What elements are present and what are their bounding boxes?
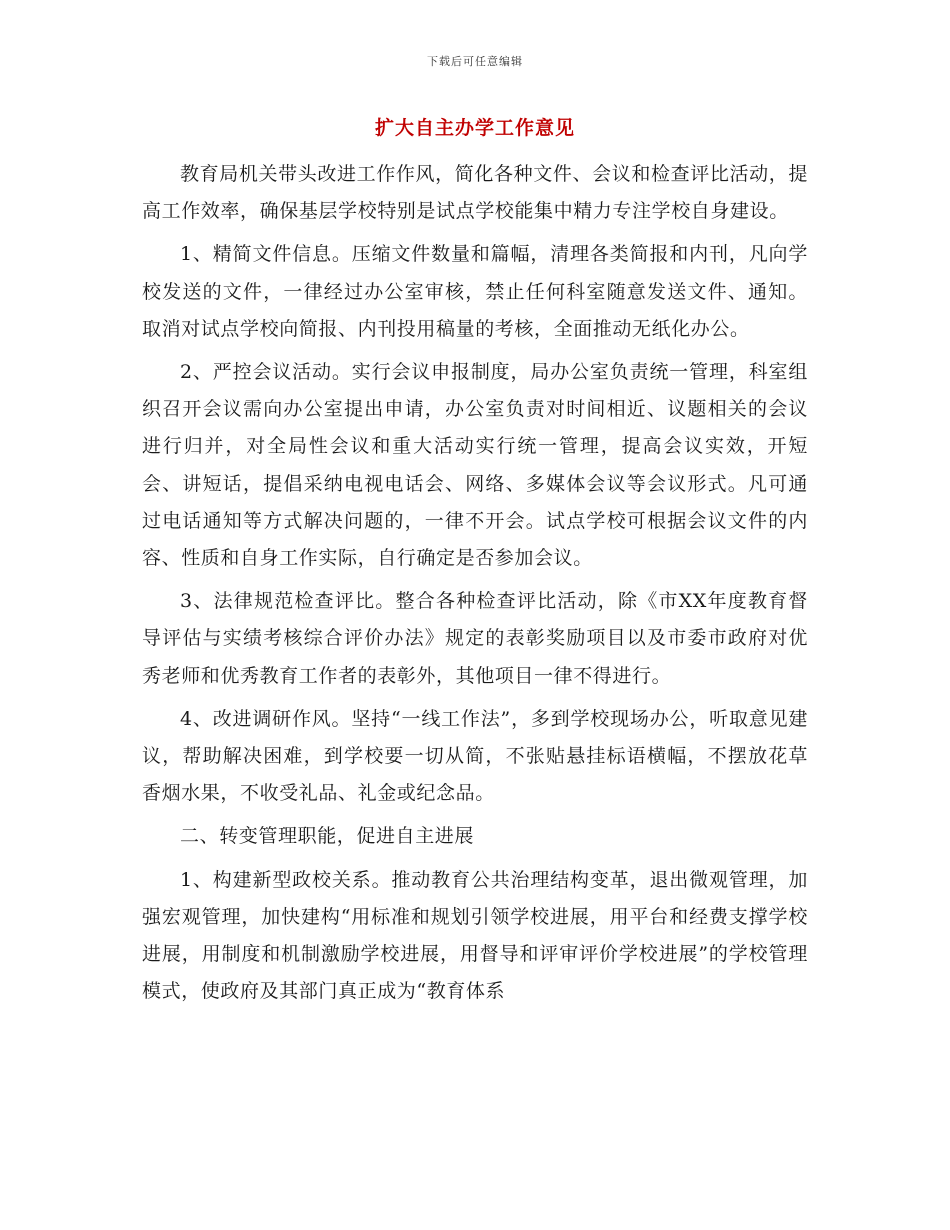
paragraph-streamline-documents: 1、精简文件信息。压缩文件数量和篇幅，清理各类简报和内刊，凡向学校发送的文件，一律经过办公室审核，禁止任何科室随意发送文件、通知。取消对试点学校向简报、内刊投用稿量的考核，全面推动无纸化办公。 — [142, 243, 808, 340]
paragraph-intro: 教育局机关带头改进工作作风，简化各种文件、会议和检查评比活动，提高工作效率，确保基层学校特别是试点学校能集中精力专注学校自身建设。 — [142, 163, 808, 223]
paragraph-control-meetings: 2、严控会议活动。实行会议申报制度，局办公室负责统一管理，科室组织召开会议需向办公室提出申请，办公室负责对时间相近、议题相关的会议进行归并，对全局性会议和重大活动实行统一管理，提高会议实效，开短会、讲短话，提倡采纳电视电话会、网络、多媒体会议等会议形式。凡可通过电话通知等方式解决问题的，一律不开会。试点学校可根据会议文件的内容、性质和自身工作实际，自行确定是否参加会议。 — [142, 361, 808, 570]
paragraph-new-relationship: 1、构建新型政校关系。推动教育公共治理结构变革，退出微观管理，加强宏观管理，加快建构“用标准和规划引领学校进展，用平台和经费支撑学校进展，用制度和机制激励学校进展，用督导和评审评价学校进展”的学校管理模式，使政府及其部门真正成为“教育体系 — [142, 868, 808, 1003]
paragraph-improve-research-style: 4、改进调研作风。坚持“一线工作法”，多到学校现场办公，听取意见建议，帮助解决困难，到学校要一切从简，不张贴悬挂标语横幅，不摆放花草香烟水果，不收受礼品、礼金或纪念品。 — [142, 707, 808, 805]
document-title: 扩大自主办学工作意见 — [374, 117, 575, 139]
section-heading-two: 二、转变管理职能，促进自主进展 — [180, 825, 475, 848]
document-body — [142, 156, 808, 1016]
page-header-note: 下载后可任意编辑 — [427, 55, 523, 68]
paragraph-regulate-inspections: 3、法律规范检查评比。整合各种检查评比活动，除《市XX年度教育督导评估与实绩考核综合评价办法》规定的表彰奖励项目以及市委市政府对优秀老师和优秀教育工作者的表彰外，其他项目一律不得进行。 — [142, 590, 808, 687]
